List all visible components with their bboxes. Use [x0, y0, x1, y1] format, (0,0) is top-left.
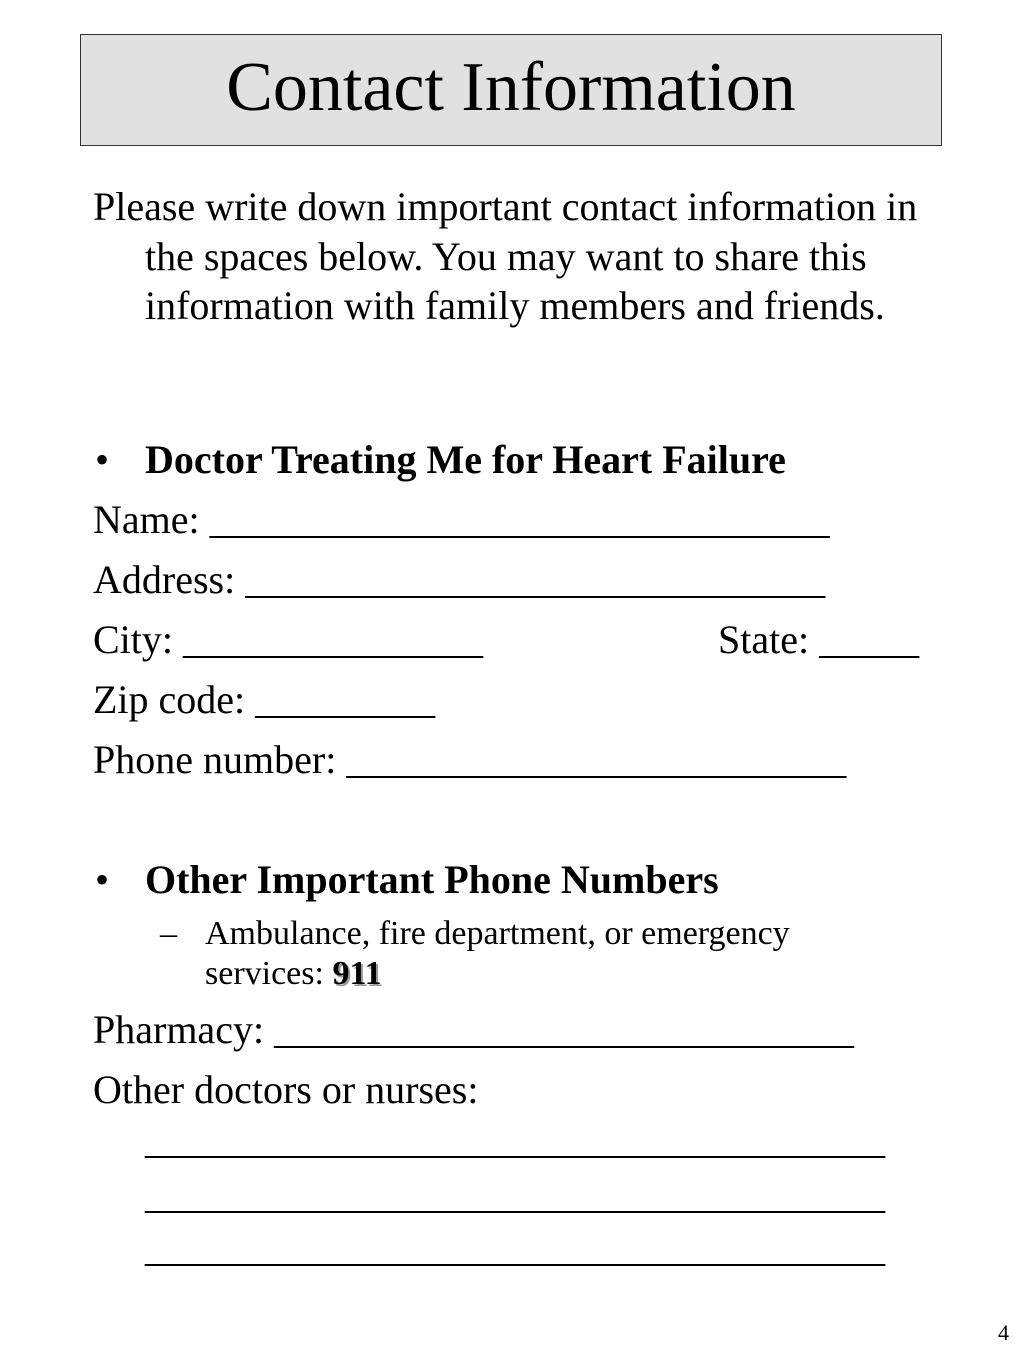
doctor-zip-field[interactable]: Zip code: _________: [93, 677, 436, 722]
doctor-name-field[interactable]: Name: _______________________________: [93, 497, 830, 542]
other-doctors-blank-3[interactable]: _____________________________________: [145, 1225, 885, 1270]
emergency-number: 911: [332, 955, 382, 992]
doctor-address-field[interactable]: Address: _____________________________: [93, 557, 826, 602]
bullet-icon: •: [95, 437, 110, 482]
doctor-section-heading: Doctor Treating Me for Heart Failure: [145, 437, 786, 482]
dash-icon: –: [160, 915, 177, 952]
ambulance-item: [160, 914, 880, 954]
other-doctors-blank-2[interactable]: _____________________________________: [145, 1172, 885, 1217]
other-doctors-label: Other doctors or nurses:: [93, 1067, 479, 1112]
bullet-icon: •: [95, 857, 110, 902]
intro-text: Please write down important contact information in the spaces below. You may want to share this information with family members and friends.: [93, 184, 918, 328]
doctor-section-heading-row: [95, 437, 786, 482]
page-number: 4: [998, 1320, 1009, 1345]
ambulance-text-line2: services:: [205, 955, 333, 992]
other-section-heading-row: [95, 857, 719, 902]
ambulance-text-line1: Ambulance, fire department, or emergency: [205, 915, 790, 952]
page-title: Contact Information: [226, 49, 796, 126]
ambulance-item-continued: [205, 954, 382, 994]
doctor-city-field[interactable]: City: _______________: [93, 617, 484, 662]
intro-block: [93, 182, 953, 331]
other-doctors-blank-1[interactable]: _____________________________________: [145, 1117, 885, 1162]
pharmacy-field[interactable]: Pharmacy: _____________________________: [93, 1007, 855, 1052]
title-box: [80, 34, 942, 146]
doctor-state-field[interactable]: State: _____: [718, 617, 920, 662]
doctor-phone-field[interactable]: Phone number: _________________________: [93, 737, 847, 782]
other-section-heading: Other Important Phone Numbers: [145, 857, 719, 902]
